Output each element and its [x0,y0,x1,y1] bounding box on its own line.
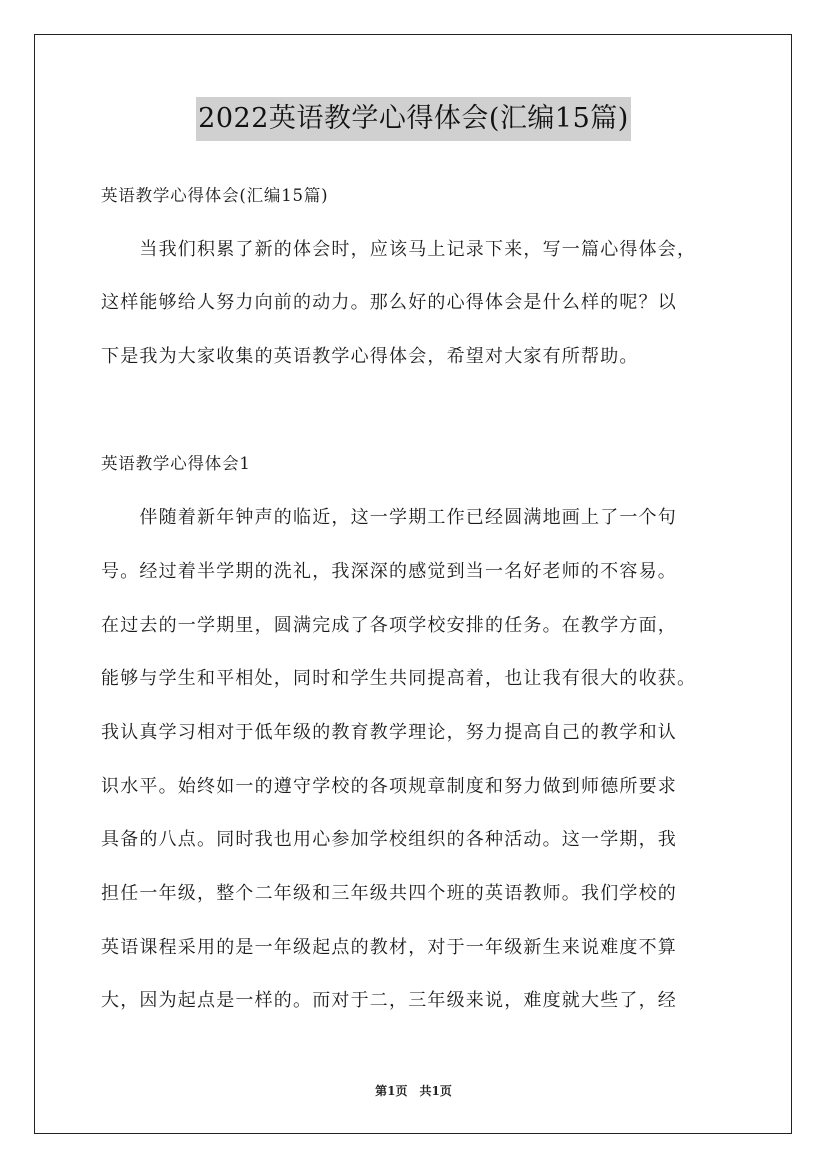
intro-line: 下是我为大家收集的英语教学心得体会，希望对大家有所帮助。 [101,346,639,368]
intro-line: 这样能够给人努力向前的动力。那么好的心得体会是什么样的呢？以 [101,292,677,314]
document-subtitle: 英语教学心得体会(汇编15篇) [101,186,329,205]
body-line: 担任一年级，整个二年级和三年级共四个班的英语教师。我们学校的 [101,882,677,904]
paragraph-gap [101,384,739,438]
page-total: 1 [431,1084,440,1098]
page-current: 1 [387,1084,396,1098]
body-line: 能够与学生和平相处，同时和学生共同提高着，也让我有很大的收获。 [101,668,697,690]
body-line: 在过去的一学期里，圆满完成了各项学校安排的任务。在教学方面， [101,614,677,636]
document-body [101,169,739,1028]
page-suffix: 页 [439,1084,452,1098]
page-footer [0,1083,827,1099]
section-heading: 英语教学心得体会1 [101,454,251,474]
body-line: 具备的八点。同时我也用心参加学校组织的各种活动。这一学期，我 [101,829,677,851]
intro-line: 当我们积累了新的体会时，应该马上记录下来，写一篇心得体会， [101,238,697,260]
title-container [0,97,827,141]
body-line: 号。经过着半学期的洗礼，我深深的感觉到当一名好老师的不容易。 [101,560,677,582]
document-title: 2022英语教学心得体会(汇编15篇) [196,97,631,141]
page-prefix: 第 [375,1084,388,1098]
body-line: 识水平。始终如一的遵守学校的各项规章制度和努力做到师德所要求 [101,775,677,797]
body-line: 我认真学习相对于低年级的教育教学理论，努力提高自己的教学和认 [101,721,677,743]
body-line: 大，因为起点是一样的。而对于二，三年级来说，难度就大些了，经 [101,990,677,1012]
page-mid: 页 共 [395,1084,432,1098]
body-line: 伴随着新年钟声的临近，这一学期工作已经圆满地画上了一个句 [101,507,677,529]
body-line: 英语课程采用的是一年级起点的教材，对于一年级新生来说难度不算 [101,936,677,958]
